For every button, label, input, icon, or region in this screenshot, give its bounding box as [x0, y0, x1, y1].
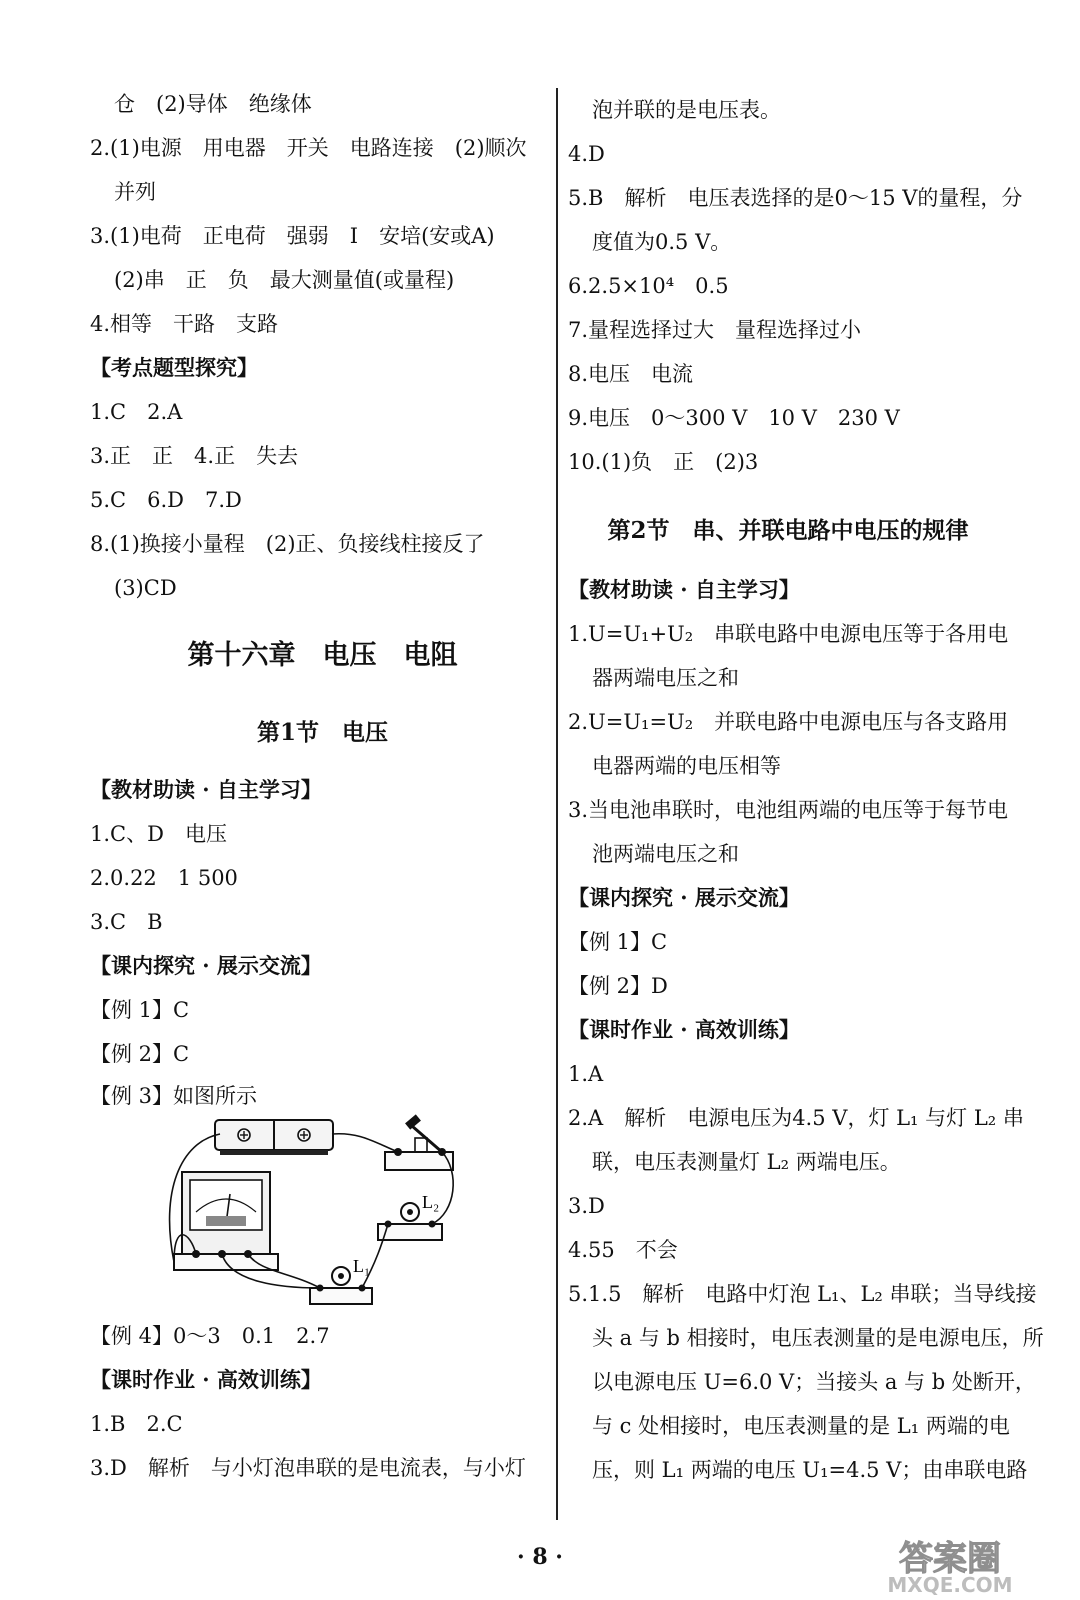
battery-icon	[215, 1120, 333, 1155]
text-line: 2.U=U₁=U₂ 并联电路中电源电压与各支路用	[568, 710, 1009, 734]
text-line: 压，则 L₁ 两端的电压 U₁=4.5 V；由串联电路	[592, 1458, 1028, 1482]
page-number: · 8 ·	[517, 1544, 563, 1570]
text-line: 1.C 2.A	[90, 400, 183, 424]
text-line: 10.(1)负 正 (2)3	[568, 450, 759, 474]
section-heading: 【课内探究 · 展示交流】	[90, 953, 322, 978]
text-line: 1.A	[568, 1062, 604, 1086]
text-line: 1.C、D 电压	[90, 822, 227, 846]
text-line: 联，电压表测量灯 L₂ 两端电压。	[592, 1150, 901, 1174]
text-line: 【例 1】C	[90, 998, 190, 1022]
watermark-sub-text: MXQE.COM	[887, 1573, 1013, 1596]
text-line: 度值为0.5 V。	[592, 230, 732, 254]
text-line: 5.1.5 解析 电路中灯泡 L₁、L₂ 串联；当导线接	[568, 1282, 1037, 1306]
text-line: 仓 (2)导体 绝缘体	[114, 92, 312, 116]
text-line: 3.C B	[90, 910, 163, 934]
text-line: (2)串 正 负 最大测量值(或量程)	[114, 268, 455, 292]
section-heading: 【教材助读 · 自主学习】	[90, 777, 322, 802]
bulb-l2-label: L₂	[422, 1192, 440, 1212]
text-line: 1.B 2.C	[90, 1412, 183, 1436]
text-line: 7.量程选择过大 量程选择过小	[568, 318, 862, 342]
text-line: 4.D	[568, 142, 605, 166]
text-line: 8.电压 电流	[568, 362, 694, 386]
text-line: (3)CD	[114, 576, 177, 600]
text-line: 2.(1)电源 用电器 开关 电路连接 (2)顺次	[90, 136, 527, 160]
text-line: 【例 1】C	[568, 930, 668, 954]
text-line: 头 a 与 b 相接时，电压表测量的是电源电压，所	[592, 1326, 1044, 1350]
text-line: 与 c 处相接时，电压表测量的是 L₁ 两端的电	[592, 1414, 1010, 1438]
watermark-logo	[838, 1536, 1068, 1596]
switch-icon	[385, 1114, 453, 1170]
text-line: 5.C 6.D 7.D	[90, 488, 242, 512]
text-line: 2.0.22 1 500	[90, 866, 238, 890]
section-heading: 【课时作业 · 高效训练】	[90, 1367, 322, 1392]
text-line: 器两端电压之和	[592, 666, 739, 690]
text-line: 【例 2】C	[90, 1042, 190, 1066]
text-line: 3.D 解析 与小灯泡串联的是电流表，与小灯	[90, 1456, 526, 1480]
section-heading: 【考点题型探究】	[90, 355, 258, 380]
text-line: 3.D	[568, 1194, 605, 1218]
text-line: 【例 4】0～3 0.1 2.7	[90, 1324, 330, 1348]
chapter-title: 第十六章 电压 电阻	[187, 640, 458, 671]
text-line: 【例 2】D	[568, 974, 668, 998]
text-line: 4.相等 干路 支路	[90, 312, 279, 336]
text-line: 3.当电池串联时，电池组两端的电压等于每节电	[568, 798, 1009, 822]
text-line: 池两端电压之和	[592, 842, 739, 866]
text-line: 4.55 不会	[568, 1238, 678, 1262]
text-line: 电器两端的电压相等	[592, 754, 781, 778]
section-heading: 【课时作业 · 高效训练】	[568, 1017, 800, 1042]
text-line: 以电源电压 U=6.0 V；当接头 a 与 b 处断开，	[592, 1370, 1036, 1394]
voltmeter-icon	[174, 1172, 278, 1270]
text-line: 1.U=U₁+U₂ 串联电路中电源电压等于各用电	[568, 622, 1009, 646]
watermark-main-text: 答案圈	[899, 1539, 1001, 1579]
text-line: 3.(1)电荷 正电荷 强弱 I 安培(安或A)	[90, 224, 495, 248]
column-divider	[556, 88, 558, 1520]
text-line: 9.电压 0～300 V 10 V 230 V	[568, 406, 900, 430]
bulb-l1-label: L₁	[353, 1256, 371, 1276]
text-line: 2.A 解析 电源电压为4.5 V，灯 L₁ 与灯 L₂ 串	[568, 1106, 1024, 1130]
text-line: 泡并联的是电压表。	[592, 98, 781, 122]
section-heading: 【课内探究 · 展示交流】	[568, 885, 800, 910]
text-line: 5.B 解析 电压表选择的是0～15 V的量程，分	[568, 186, 1023, 210]
text-line: 8.(1)换接小量程 (2)正、负接线柱接反了	[90, 532, 485, 556]
section-title: 第1节 电压	[256, 719, 388, 746]
text-line: 3.正 正 4.正 失去	[90, 444, 299, 468]
text-line: 并列	[114, 180, 156, 204]
text-line: 6.2.5×10⁴ 0.5	[568, 274, 729, 298]
text-line: 【例 3】如图所示	[90, 1084, 258, 1108]
section-title: 第2节 串、并联电路中电压的规律	[607, 517, 969, 544]
circuit-diagram	[160, 1112, 490, 1314]
section-heading: 【教材助读 · 自主学习】	[568, 577, 800, 602]
